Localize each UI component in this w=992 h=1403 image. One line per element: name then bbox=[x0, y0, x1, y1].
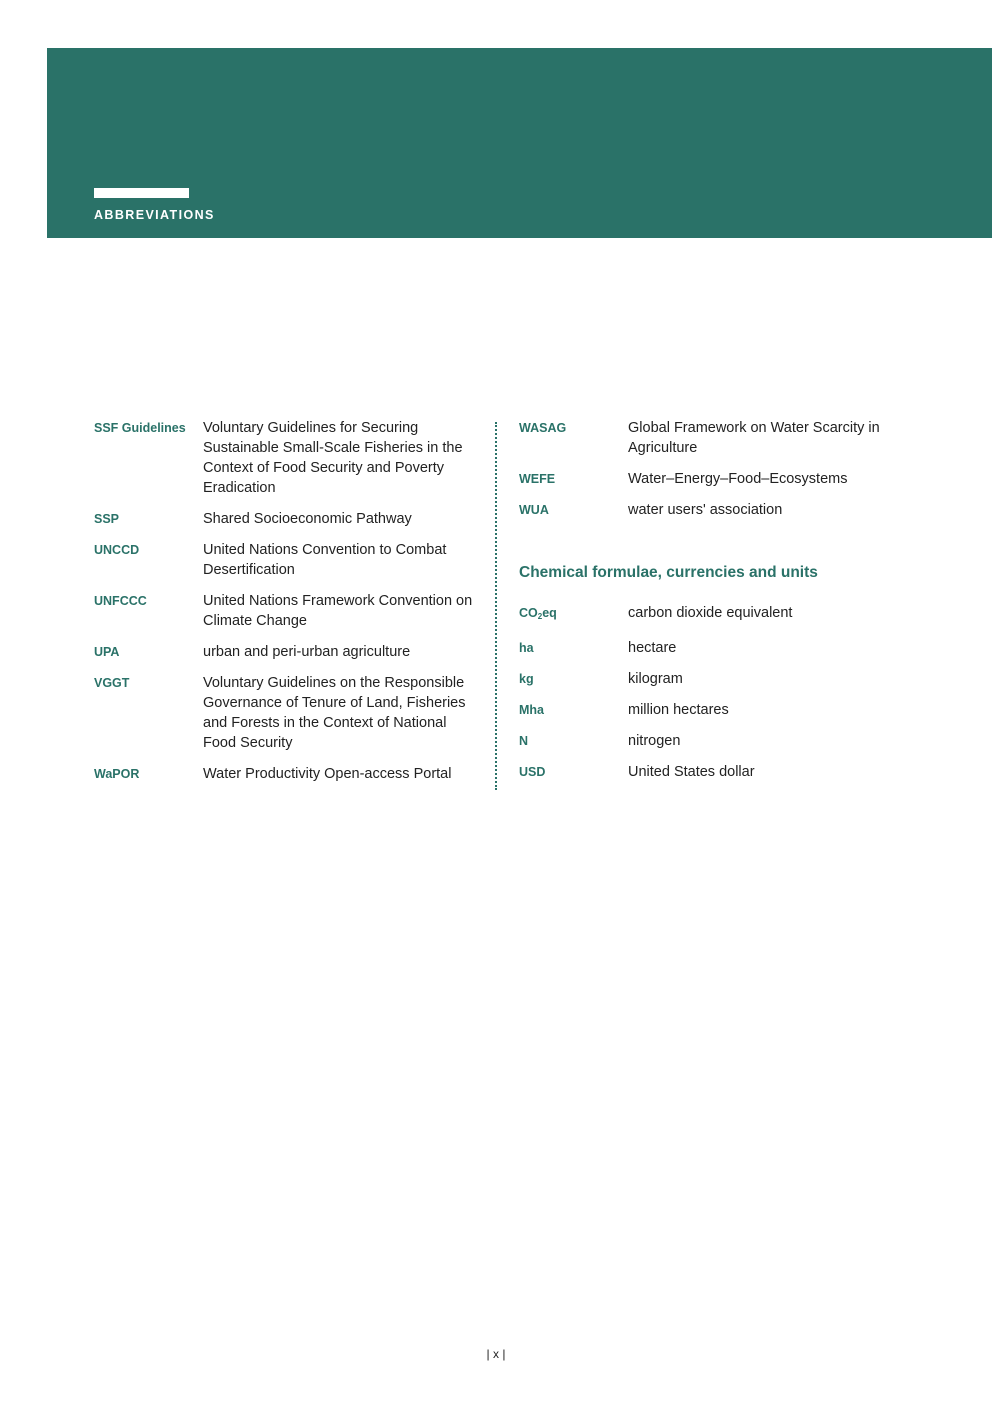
abbreviation-definition: United Nations Framework Convention on Climate Change bbox=[203, 593, 473, 629]
abbreviation-definition: United Nations Convention to Combat Desertification bbox=[203, 542, 447, 578]
abbreviation-definition: urban and peri-urban agriculture bbox=[203, 644, 411, 660]
unit-term: USD bbox=[519, 765, 546, 779]
abbreviation-term: WaPOR bbox=[94, 767, 140, 781]
abbreviation-row bbox=[94, 764, 478, 784]
title-underline-bar bbox=[94, 188, 189, 198]
unit-definition: carbon dioxide equivalent bbox=[628, 605, 793, 621]
header-banner bbox=[47, 48, 992, 238]
abbreviation-definition: Global Framework on Water Scarcity in Agriculture bbox=[628, 420, 880, 456]
abbreviation-row bbox=[519, 500, 899, 520]
abbreviation-row bbox=[94, 540, 478, 580]
page-number: | x | bbox=[486, 1347, 506, 1361]
unit-row bbox=[519, 700, 899, 720]
abbreviation-row bbox=[519, 418, 899, 458]
abbreviation-term: WUA bbox=[519, 503, 549, 517]
unit-term: kg bbox=[519, 672, 534, 686]
unit-row bbox=[519, 731, 899, 751]
co2-subscript: 2 bbox=[537, 612, 543, 621]
abbreviation-term: WEFE bbox=[519, 472, 556, 486]
unit-definition: million hectares bbox=[628, 702, 729, 718]
unit-definition: kilogram bbox=[628, 671, 683, 687]
unit-definition: United States dollar bbox=[628, 764, 755, 780]
abbreviation-row bbox=[94, 673, 478, 753]
unit-term: Mha bbox=[519, 703, 544, 717]
unit-row bbox=[519, 603, 899, 627]
abbreviation-definition: Shared Socioeconomic Pathway bbox=[203, 511, 412, 527]
abbreviation-term: UPA bbox=[94, 645, 120, 659]
abbreviations-left-column bbox=[94, 418, 478, 795]
units-section-heading: Chemical formulae, currencies and units bbox=[519, 564, 818, 581]
unit-term bbox=[519, 603, 628, 627]
co2-prefix: CO bbox=[519, 606, 538, 620]
abbreviation-row bbox=[94, 591, 478, 631]
co2-suffix: eq bbox=[542, 606, 557, 620]
unit-definition: nitrogen bbox=[628, 733, 681, 749]
abbreviation-definition: Voluntary Guidelines on the Responsible Governance of Tenure of Land, Fisheries and Forests in the Context of National Food Security bbox=[203, 675, 466, 751]
abbreviations-right-column bbox=[519, 418, 899, 793]
unit-row bbox=[519, 762, 899, 782]
abbreviation-term: VGGT bbox=[94, 676, 130, 690]
abbreviation-row bbox=[94, 642, 478, 662]
abbreviation-definition: Voluntary Guidelines for Securing Sustainable Small-Scale Fisheries in the Context of Food Security and Poverty Eradication bbox=[203, 420, 463, 496]
abbreviation-row bbox=[519, 469, 899, 489]
abbreviation-row bbox=[94, 509, 478, 529]
abbreviation-term: UNFCCC bbox=[94, 594, 147, 608]
abbreviation-definition: Water Productivity Open-access Portal bbox=[203, 766, 452, 782]
unit-row bbox=[519, 669, 899, 689]
unit-term: N bbox=[519, 734, 529, 748]
unit-definition: hectare bbox=[628, 640, 677, 656]
unit-row bbox=[519, 638, 899, 658]
abbreviation-row bbox=[94, 418, 478, 498]
unit-term: ha bbox=[519, 641, 534, 655]
abbreviation-term: UNCCD bbox=[94, 543, 140, 557]
abbreviation-definition: Water–Energy–Food–Ecosystems bbox=[628, 471, 848, 487]
abbreviation-term: WASAG bbox=[519, 421, 567, 435]
abbreviation-term: SSP bbox=[94, 512, 120, 526]
column-divider bbox=[495, 422, 497, 790]
page-title: ABBREVIATIONS bbox=[94, 208, 215, 222]
abbreviation-term: SSF Guidelines bbox=[94, 421, 186, 435]
abbreviation-definition: water users' association bbox=[628, 502, 783, 518]
